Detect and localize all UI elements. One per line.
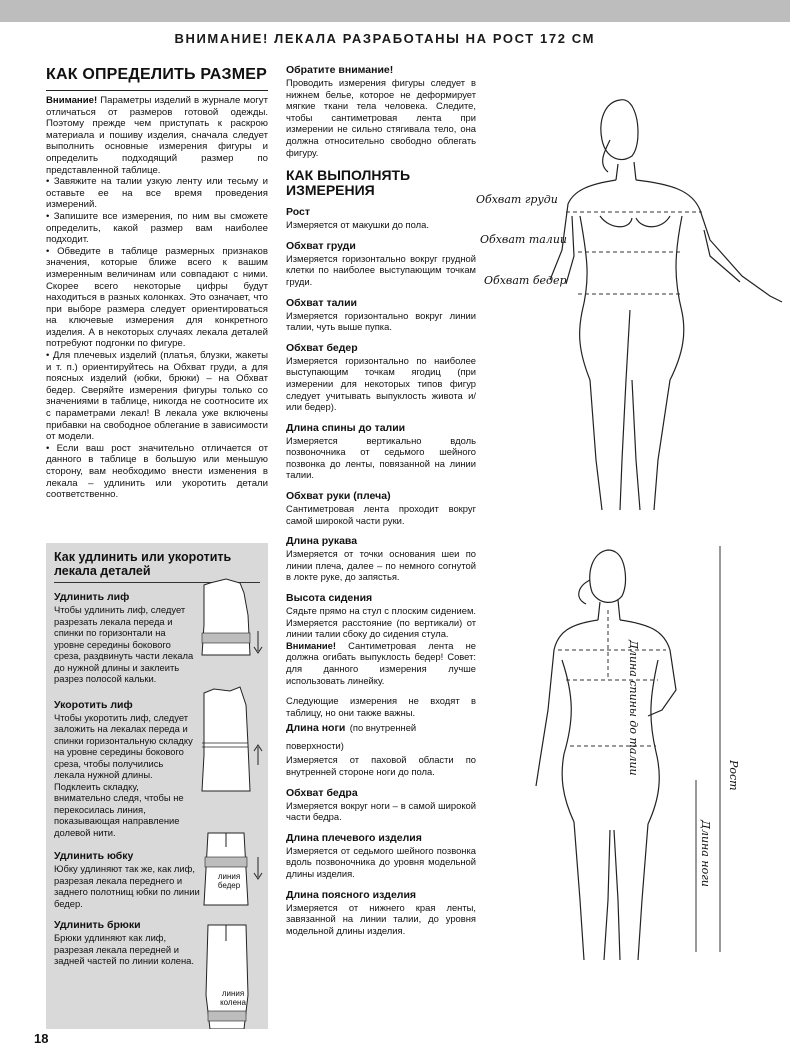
leg-length-label: Длина ноги <box>699 820 712 887</box>
page-header: ВНИМАНИЕ! ЛЕКАЛА РАЗРАБОТАНЫ НА РОСТ 172 СМ <box>174 31 595 46</box>
thigh-heading: Обхват бедра <box>286 786 358 799</box>
bodice-lengthen-diagram <box>202 579 262 655</box>
bust-label: Обхват груди <box>476 193 558 206</box>
skirt-diagram <box>204 833 262 905</box>
height-heading: Рост <box>286 206 310 219</box>
intro-text: Параметры изделий в журнале могут отличаться от размеров готовой одежды. Поэтому прежде чем приступать к раскрою материала и пошиву изделия, сначала следует выполнить основные измерения фигуры и определить подходящий размер по представленной таблице. <box>46 95 268 176</box>
lengthen-trousers-heading: Удлинить брюки <box>54 919 141 931</box>
middle-column <box>286 64 476 945</box>
waist-garment-heading: Длина поясного изделия <box>286 888 417 901</box>
back-length-heading: Длина спины до талии <box>286 421 406 434</box>
waist-label: Обхват талии <box>480 233 567 246</box>
arm-heading: Обхват руки (плеча) <box>286 490 391 503</box>
leg-text: Измеряется от паховой области по внутренней стороне ноги до пола. <box>286 754 476 777</box>
bullet-3: • Обведите в таблице размерных признаков значения, которые ближе всего к вашим измеренным величинам или совпадают с ними. Скорее всего некоторые цифры будут находиться в разных колонках. Это означает, что при выборе размера следует ориентироваться на ключевые измерения для конкретного изделия. А в некоторых случаях лекала деталей потребуют подгонки по фигуре. <box>46 245 268 350</box>
back-figure-illustration <box>530 540 780 990</box>
top-bar <box>0 0 790 22</box>
waist-garment-text: Измеряется от нижнего края ленты, завязанной на линии талии, до уровня модельной длины изделия. <box>286 901 476 936</box>
hips-label: Обхват бедер <box>484 274 567 287</box>
sleeve-heading: Длина рукава <box>286 535 358 548</box>
measurements-title: КАК ВЫПОЛНЯТЬ ИЗМЕРЕНИЯ <box>286 167 411 199</box>
left-column <box>46 66 268 501</box>
shorten-bodice-heading: Укоротить лиф <box>54 698 133 711</box>
waist-text: Измеряется горизонтально вокруг линии талии, чуть выше пупка. <box>286 309 476 333</box>
notice-text: Проводить измерения фигуры следует в нижнем белье, которое не деформирует мягкие ткани тела человека. Следите, чтобы сантиметровая лента при измерении не сильно стягивала тело, она должна относительно свободно облегать фигуру. <box>286 77 476 158</box>
intro-paragraph <box>46 95 268 176</box>
knee-line-label: линия колена <box>220 989 246 1007</box>
seat-note-bold: Внимание! <box>286 639 336 651</box>
hips-text: Измеряется горизонтально по наиболее выступающим точкам ягодиц (при измерении для некоторых типов фигур следует учитывать выпуклость живота и/или бедер). <box>286 354 476 413</box>
bust-text: Измеряется горизонтально вокруг грудной клетки по наиболее выступающим точкам груди. <box>286 252 476 287</box>
waist-heading: Обхват талии <box>286 296 358 309</box>
lengthen-skirt-text: Юбку удлиняют так же, как лиф, разрезая лекала переднего и заднего полотнищ юбки по линии бедер. <box>54 863 200 909</box>
arm-text: Сантиметровая лента проходит вокруг самой широкой части руки. <box>286 503 476 526</box>
leg-heading-wrap <box>286 718 476 754</box>
bullet-2: • Запишите все измерения, по ним вы сможете определить, какой размер вам наиболее подходит. <box>46 210 268 246</box>
bullet-5: • Если ваш рост значительно отличается от данного в таблице в большую или меньшую сторону, вам необходимо внести изменения в лекала – удлинить или укоротить детали соответственно. <box>46 442 268 501</box>
intro-bold: Внимание! <box>46 95 98 106</box>
leg-heading: Длина ноги <box>286 722 346 735</box>
lengthen-bodice-heading: Удлинить лиф <box>54 591 130 603</box>
bullet-1: • Завяжите на талии узкую ленту или тесьму и оставьте ее на все время проведения измерений. <box>46 176 268 211</box>
lengthen-bodice-text: Чтобы удлинить лиф, следует разрезать лекала переда и спинки по горизонтали на уровне середины бокового среза, раздвинуть части лекала до нужной длины и заклеить разрез полосой кальки. <box>54 604 194 684</box>
section-title: КАК ОПРЕДЕЛИТЬ РАЗМЕР <box>46 66 268 83</box>
title-rule <box>46 90 268 91</box>
box-title: Как удлинить или укоротить лекала деталей <box>54 550 232 578</box>
leg-heading-sub: (по внутренней поверхности) <box>286 722 417 752</box>
back-length-text: Измеряется вертикально вдоль позвоночника от седьмого шейного позвонка до ленты, повязанной на линии талии. <box>286 434 476 481</box>
height-text: Измеряется от макушки до пола. <box>286 219 429 231</box>
seat-text: Сядьте прямо на стул с плоским сидением. Измеряется расстояние (по вертикали) от линии талии сбоку до сидения стула. <box>286 605 476 640</box>
bodice-shorten-diagram <box>202 687 262 791</box>
trousers-diagram <box>206 925 248 1029</box>
hips-heading: Обхват бедер <box>286 341 358 354</box>
seat-note <box>286 640 476 686</box>
thigh-text: Измеряется вокруг ноги – в самой широкой части бедра. <box>286 799 476 823</box>
bullet-4: • Для плечевых изделий (платья, блузки, жакеты и т. п.) ориентируйтесь на Обхват груди, а для поясных изделий (юбки, брюки) – на Обхват бедер. Сверяйте измерения фигуры только со значениями в таблице, никогда не соотносите их с параметрами лекал! В лекала уже включены прибавки на свободное облегание в зависимости от модели. <box>46 350 268 443</box>
bust-heading: Обхват груди <box>286 239 356 252</box>
height-label: Рост <box>727 760 740 791</box>
sleeve-text: Измеряется от точки основания шеи по линии плеча, далее – по немного согнутой в локте руке, до запястья. <box>286 548 476 583</box>
shoulder-garment-text: Измеряется от седьмого шейного позвонка вдоль позвоночника до уровня модельной длины изделия. <box>286 844 476 879</box>
seat-note-text: Сантиметровая лента не должна огибать выпуклость бедер! Совет: для данного измерения лучше использовать линейку. <box>286 639 476 686</box>
back-length-label: Длина спины до талии <box>627 640 640 776</box>
hips-line-label: линия бедер <box>217 872 241 890</box>
pattern-diagrams <box>196 575 268 1029</box>
lengthen-skirt-heading: Удлинить юбку <box>54 850 134 862</box>
extra-note: Следующие измерения не входят в таблицу, но они также важны. <box>286 695 476 718</box>
lengthen-shorten-box <box>46 543 268 1029</box>
notice-heading: Обратите внимание! <box>286 64 394 76</box>
lengthen-trousers-text: Брюки удлиняют как лиф, разрезая лекала передней и задней частей по линии колена. <box>54 932 194 966</box>
page-number: 18 <box>34 1031 49 1046</box>
front-figure-illustration <box>470 80 790 520</box>
shoulder-garment-heading: Длина плечевого изделия <box>286 831 422 844</box>
seat-heading: Высота сидения <box>286 592 373 605</box>
shorten-bodice-text: Чтобы укоротить лиф, следует заложить на лекалах переда и спинки горизонтальную складку на уровне середины бокового среза, чтобы получились лекала нужной длины. Подклеить складку, внимательно следя, чтобы не перекосилась линия, показывающая направление долевой нити. <box>54 711 193 838</box>
